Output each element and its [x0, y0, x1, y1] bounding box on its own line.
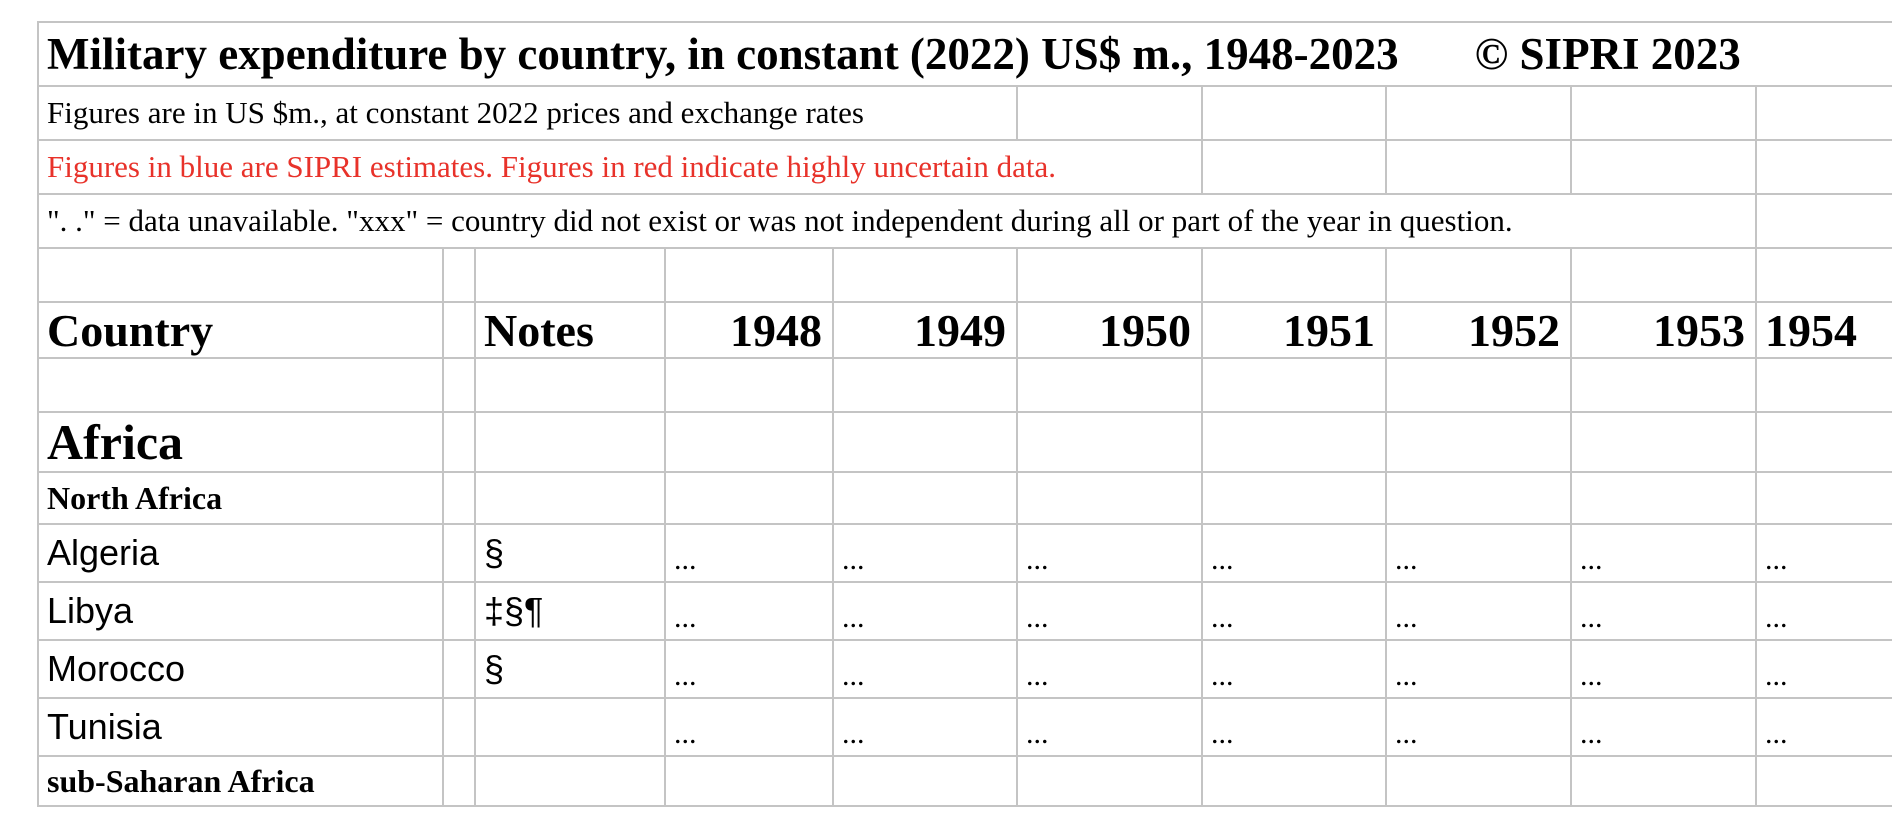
empty-cell[interactable] [1571, 472, 1756, 524]
subregion-label[interactable]: sub-Saharan Africa [38, 756, 443, 806]
empty-cell[interactable] [1571, 248, 1756, 302]
empty-cell[interactable] [833, 412, 1017, 472]
value-cell[interactable]: ... [1571, 640, 1756, 698]
empty-cell[interactable] [1202, 412, 1386, 472]
empty-cell[interactable] [1386, 358, 1571, 412]
empty-cell[interactable] [1386, 472, 1571, 524]
value-cell[interactable]: ... [1756, 698, 1892, 756]
empty-cell[interactable] [443, 302, 475, 358]
table-row [38, 524, 1892, 582]
notes-cell[interactable]: ‡§¶ [475, 582, 665, 640]
value-cell[interactable]: ... [1017, 698, 1202, 756]
value-cell[interactable]: ... [1386, 698, 1571, 756]
region-label[interactable]: Africa [38, 412, 443, 472]
value-cell[interactable]: ... [833, 524, 1017, 582]
value-cell[interactable]: ... [833, 582, 1017, 640]
empty-cell[interactable] [665, 412, 833, 472]
sheet-title: Military expenditure by country, in constant (2022) US$ m., 1948-2023 [47, 29, 1399, 79]
year-header-1951[interactable]: 1951 [1202, 302, 1386, 358]
estimates-note-row [38, 140, 1892, 194]
value-cell[interactable]: ... [833, 698, 1017, 756]
empty-cell[interactable] [1202, 756, 1386, 806]
value-cell[interactable]: ... [1017, 582, 1202, 640]
notes-cell[interactable]: § [475, 524, 665, 582]
empty-cell[interactable] [1017, 248, 1202, 302]
legend-note-cell[interactable] [38, 194, 1756, 248]
year-header-1950[interactable]: 1950 [1017, 302, 1202, 358]
empty-cell[interactable] [38, 358, 443, 412]
empty-cell[interactable] [665, 248, 833, 302]
empty-cell[interactable] [1756, 412, 1892, 472]
empty-cell[interactable] [833, 472, 1017, 524]
value-cell[interactable]: ... [1017, 640, 1202, 698]
empty-cell[interactable] [443, 472, 475, 524]
empty-cell[interactable] [1571, 412, 1756, 472]
empty-cell[interactable] [1756, 86, 1892, 140]
empty-cell[interactable] [475, 472, 665, 524]
value-cell[interactable]: ... [665, 582, 833, 640]
empty-cell[interactable] [833, 756, 1017, 806]
table-row [38, 582, 1892, 640]
empty-cell[interactable] [1386, 140, 1571, 194]
empty-cell[interactable] [1017, 756, 1202, 806]
empty-cell[interactable] [443, 640, 475, 698]
empty-cell[interactable] [1756, 194, 1892, 248]
value-cell[interactable]: ... [1386, 524, 1571, 582]
spacer-row [38, 358, 1892, 412]
empty-cell[interactable] [443, 358, 475, 412]
value-cell[interactable]: ... [1386, 582, 1571, 640]
value-cell[interactable]: ... [833, 640, 1017, 698]
subregion-label[interactable]: North Africa [38, 472, 443, 524]
units-note-row [38, 86, 1892, 140]
units-note: Figures are in US $m., at constant 2022 prices and exchange rates [47, 95, 864, 130]
table-row [38, 640, 1892, 698]
country-cell[interactable]: Tunisia [38, 698, 443, 756]
spreadsheet-table [37, 21, 1892, 807]
empty-cell[interactable] [443, 698, 475, 756]
copyright-text: © SIPRI 2023 [1474, 29, 1741, 79]
year-header-1954[interactable]: 1954 [1756, 302, 1892, 358]
title-cell[interactable] [38, 22, 1892, 86]
empty-cell[interactable] [1386, 412, 1571, 472]
region-row [38, 412, 1892, 472]
column-header-row [38, 302, 1892, 358]
value-cell[interactable]: ... [665, 698, 833, 756]
empty-cell[interactable] [475, 358, 665, 412]
empty-cell[interactable] [1202, 140, 1386, 194]
year-header-1948[interactable]: 1948 [665, 302, 833, 358]
year-header-1952[interactable]: 1952 [1386, 302, 1571, 358]
empty-cell[interactable] [1571, 140, 1756, 194]
value-cell[interactable]: ... [1571, 524, 1756, 582]
blank-row [38, 248, 1892, 302]
value-cell[interactable]: ... [1571, 698, 1756, 756]
value-cell[interactable]: ... [1756, 640, 1892, 698]
legend-note: ". ." = data unavailable. "xxx" = country did not exist or was not independent during all or part of the year in question. [47, 203, 1513, 238]
empty-cell[interactable] [1017, 412, 1202, 472]
value-cell[interactable]: ... [1386, 640, 1571, 698]
year-header-1953[interactable]: 1953 [1571, 302, 1756, 358]
table-row [38, 698, 1892, 756]
empty-cell[interactable] [443, 582, 475, 640]
empty-cell[interactable] [1756, 756, 1892, 806]
empty-cell[interactable] [443, 248, 475, 302]
empty-cell[interactable] [833, 248, 1017, 302]
empty-cell[interactable] [665, 756, 833, 806]
empty-cell[interactable] [1017, 358, 1202, 412]
empty-cell[interactable] [475, 756, 665, 806]
notes-cell[interactable]: § [475, 640, 665, 698]
empty-cell[interactable] [1756, 248, 1892, 302]
value-cell[interactable]: ... [1202, 582, 1386, 640]
empty-cell[interactable] [1202, 248, 1386, 302]
empty-cell[interactable] [1756, 358, 1892, 412]
legend-note-row [38, 194, 1892, 248]
country-header[interactable]: Country [38, 302, 443, 358]
empty-cell[interactable] [1386, 86, 1571, 140]
empty-cell[interactable] [443, 412, 475, 472]
empty-cell[interactable] [1202, 86, 1386, 140]
empty-cell[interactable] [1386, 756, 1571, 806]
empty-cell[interactable] [1017, 86, 1202, 140]
empty-cell[interactable] [1202, 472, 1386, 524]
empty-cell[interactable] [1202, 358, 1386, 412]
country-cell[interactable]: Libya [38, 582, 443, 640]
subregion-row [38, 472, 1892, 524]
subregion-row [38, 756, 1892, 806]
empty-cell[interactable] [475, 412, 665, 472]
empty-cell[interactable] [1386, 248, 1571, 302]
empty-cell[interactable] [1756, 140, 1892, 194]
estimates-note-cell[interactable] [38, 140, 1202, 194]
empty-cell[interactable] [665, 472, 833, 524]
notes-header[interactable]: Notes [475, 302, 665, 358]
estimates-note: Figures in blue are SIPRI estimates. Figures in red indicate highly uncertain data. [47, 149, 1056, 184]
value-cell[interactable]: ... [1202, 640, 1386, 698]
empty-cell[interactable] [1017, 472, 1202, 524]
empty-cell[interactable] [1571, 756, 1756, 806]
title-row [38, 22, 1892, 86]
year-header-1949[interactable]: 1949 [833, 302, 1017, 358]
value-cell[interactable]: ... [665, 524, 833, 582]
empty-cell[interactable] [1571, 358, 1756, 412]
empty-cell[interactable] [833, 358, 1017, 412]
empty-cell[interactable] [1571, 86, 1756, 140]
value-cell[interactable]: ... [1017, 524, 1202, 582]
empty-cell[interactable] [443, 524, 475, 582]
country-cell[interactable]: Algeria [38, 524, 443, 582]
notes-cell[interactable] [475, 698, 665, 756]
empty-cell[interactable] [1756, 472, 1892, 524]
units-note-cell[interactable] [38, 86, 1017, 140]
empty-cell[interactable] [475, 248, 665, 302]
empty-cell[interactable] [665, 358, 833, 412]
value-cell[interactable]: ... [1202, 524, 1386, 582]
value-cell[interactable]: ... [1756, 582, 1892, 640]
value-cell[interactable]: ... [665, 640, 833, 698]
empty-cell[interactable] [443, 756, 475, 806]
value-cell[interactable]: ... [1756, 524, 1892, 582]
value-cell[interactable]: ... [1202, 698, 1386, 756]
empty-cell[interactable] [38, 248, 443, 302]
value-cell[interactable]: ... [1571, 582, 1756, 640]
country-cell[interactable]: Morocco [38, 640, 443, 698]
